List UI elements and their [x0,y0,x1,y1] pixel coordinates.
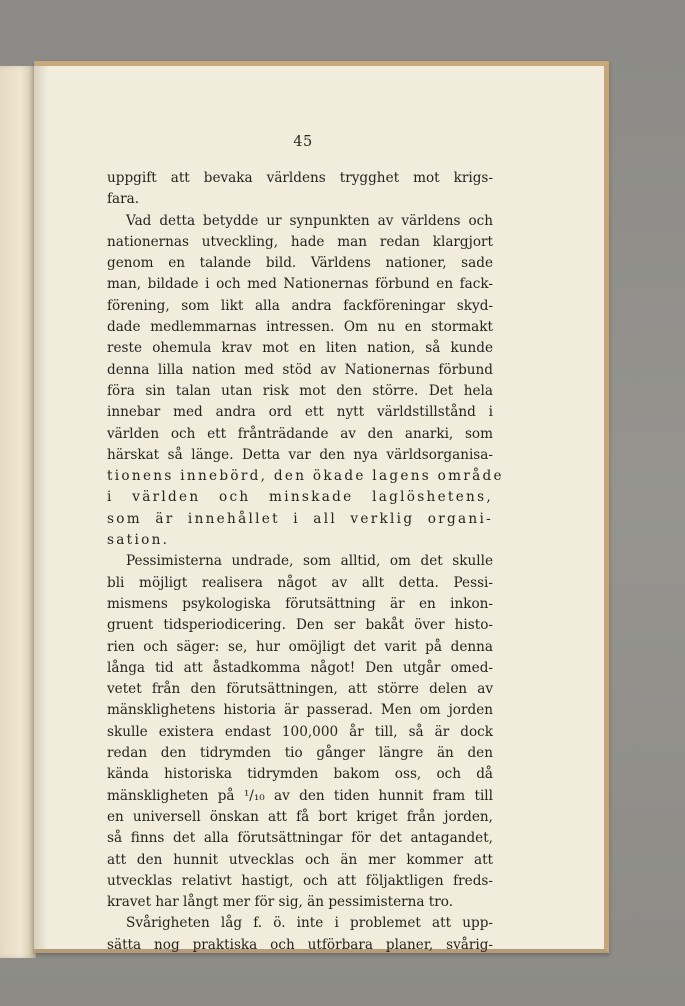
text-line: kravet har långt mer för sig, än pessimisterna tro. [107,894,454,911]
text-line: mismens psykologiska förutsättning är en inkon- [107,595,493,612]
text-line: världen och ett frånträdande av den anarki, som [107,425,493,442]
text-line: mänskligheten på ¹/₁₀ av den tiden hunnit fram till [107,787,493,804]
previous-page-edge [0,66,36,958]
text-line: en universell önskan att få bort kriget från jorden, [107,808,493,825]
text-line: fara. [107,191,140,208]
text-line: utvecklas relativt hastigt, och att följaktligen freds- [107,872,493,889]
text-line: gruent tidsperiodicering. Den ser bakåt över histo- [107,617,493,634]
text-line: Vad detta betydde ur synpunkten av världens och [126,212,493,229]
text-line: som är innehållet i all verklig organi- [107,510,493,527]
text-line: vetet från den förutsättningen, att större delen av [107,681,493,698]
text-line: föra sin talan utan risk mot den större. Det hela [107,382,493,399]
text-line: redan den tidrymden tio gånger längre än den [107,745,493,762]
text-line: i världen och minskade laglöshetens, [107,489,493,506]
text-line: Svårigheten låg f. ö. inte i problemet att upp- [126,915,493,932]
text-line: bli möjligt realisera något av allt detta. Pessi- [107,574,493,591]
text-line: sätta nog praktiska och utförbara planer, svårig- [107,936,493,953]
text-line: förening, som likt alla andra fackföreningar skyd- [107,297,493,314]
text-line: man, bildade i och med Nationernas förbund en fack- [107,276,493,293]
text-line: Pessimisterna undrade, som alltid, om det skulle [126,553,493,570]
page-number: 45 [293,134,313,150]
text-line: nationernas utveckling, hade man redan klargjort [107,233,493,250]
text-line: reste ohemula krav mot en liten nation, så kunde [107,340,493,357]
text-line: innebar med andra ord ett nytt världstillstånd i [107,404,493,421]
text-line: sation. [107,532,170,549]
text-line: genom en talande bild. Världens nationer, sade [107,255,493,272]
text-line: uppgift att bevaka världens trygghet mot krigs- [107,170,493,186]
body-text [107,168,504,956]
text-line: tionens innebörd, den ökade lagens område [107,468,504,485]
page-gutter-shadow [34,66,48,949]
text-line: rien och säger: se, hur omöjligt det varit på denna [107,638,493,655]
text-line: härskat så länge. Detta var den nya världsorganisa- [107,446,493,463]
text-line: dade medlemmarnas intressen. Om nu en stormakt [107,319,493,336]
text-line: mänsklighetens historia är passerad. Men om jorden [107,702,493,719]
text-line: att den hunnit utvecklas och än mer kommer att [107,851,493,868]
text-line: skulle existera endast 100,000 år till, så är dock [107,723,493,740]
text-line: denna lilla nation med stöd av Nationernas förbund [107,361,493,378]
text-line: så finns det alla förutsättningar för det antagandet, [107,830,493,847]
book-page [34,61,609,953]
text-line: långa tid att åstadkomma något! Den utgår omed- [107,659,493,676]
text-line: kända historiska tidrymden bakom oss, och då [107,766,493,783]
